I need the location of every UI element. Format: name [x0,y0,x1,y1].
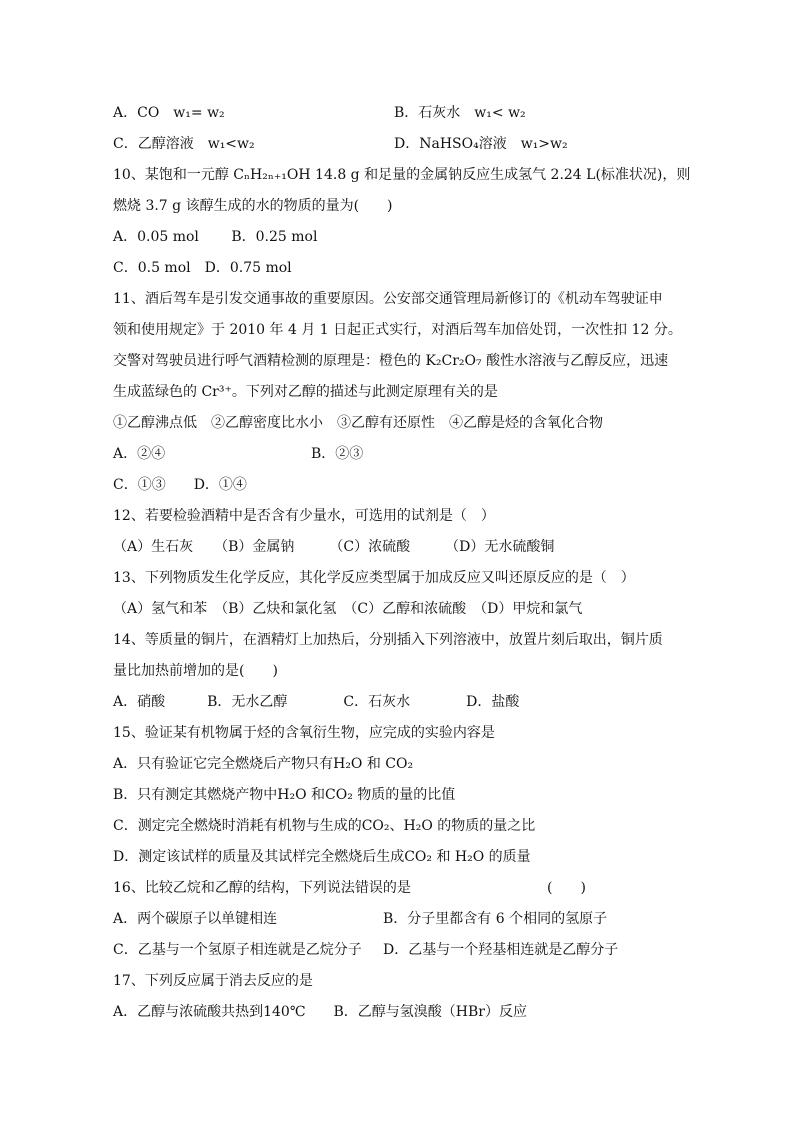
q10-stem-line-1: 10、某饱和一元醇 CₙH₂ₙ₊₁OH 14.8 g 和足量的金属钠反应生成氢气 2.24 L(标准状况)，则 [113,167,691,183]
q16-options-cd [113,940,619,960]
q11-option-b: B．②③ [311,446,364,462]
q11-stem-line-1: 11、酒后驾车是引发交通事故的重要原因。公安部交通管理局新修订的《机动车驾驶证申 [113,291,663,307]
q9-option-a: A．CO w₁= w₂ [113,105,225,121]
q16-option-b: B．分子里都含有 6 个相同的氢原子 [383,911,608,927]
q12-stem: 12、若要检验酒精中是否含有少量水，可选用的试剂是（ ） [113,508,495,524]
q11-option-a: A．②④ [113,446,166,462]
q16-option-c: C．乙基与一个氢原子相连就是乙烷分子 [113,942,362,958]
q11-options-ab [113,444,364,464]
q11-options-cd: C．①③ D．①④ [113,477,247,493]
q16-option-d: D．乙基与一个羟基相连就是乙醇分子 [383,942,619,958]
q9-options-row-1 [113,103,526,123]
q10-options-ab: A．0.05 mol B．0.25 mol [113,229,318,245]
q15-option-a: A．只有验证它完全燃烧后产物只有H₂O 和 CO₂ [113,756,414,772]
q16-stem [113,878,586,898]
q11-stem-line-3: 交警对驾驶员进行呼气酒精检测的原理是：橙色的 K₂Cr₂O₇ 酸性水溶液与乙醇反应，迅速 [113,353,669,369]
q16-stem-text: 16、比较乙烷和乙醇的结构，下列说法错误的是 [113,880,411,896]
q16-option-a: A．两个碳原子以单键相连 [113,911,278,927]
q16-options-ab [113,909,608,929]
q15-option-b: B．只有测定其燃烧产物中H₂O 和CO₂ 物质的量的比值 [113,787,456,803]
q13-options: （A）氢气和苯 （B）乙炔和氯化氢 （C）乙醇和浓硫酸 （D）甲烷和氯气 [113,601,583,617]
q11-statements: ①乙醇沸点低 ②乙醇密度比水小 ③乙醇有还原性 ④乙醇是烃的含氧化合物 [113,415,603,431]
q12-options: （A）生石灰 （B）金属钠 （C）浓硫酸 （D）无水硫酸铜 [113,539,555,555]
q13-stem: 13、下列物质发生化学反应，其化学反应类型属于加成反应又叫还原反应的是（ ） [113,570,635,586]
q15-option-c: C．测定完全燃烧时消耗有机物与生成的CO₂、H₂O 的物质的量之比 [113,818,536,834]
q11-stem-line-4: 生成蓝绿色的 Cr³⁺。下列对乙醇的描述与此测定原理有关的是 [113,384,498,400]
q10-options-cd: C．0.5 mol D．0.75 mol [113,260,292,276]
q10-stem-line-2: 燃烧 3.7 g 该醇生成的水的物质的量为( ) [113,198,393,214]
q9-option-b: B．石灰水 w₁< w₂ [394,105,526,121]
q14-options: A．硝酸 B．无水乙醇 C．石灰水 D．盐酸 [113,694,520,710]
q15-option-d: D．测定该试样的质量及其试样完全燃烧后生成CO₂ 和 H₂O 的质量 [113,849,531,865]
q16-answer-paren: ( ) [547,880,586,896]
q9-option-d: D．NaHSO₄溶液 w₁>w₂ [394,136,568,152]
q17-options-ab: A．乙醇与浓硫酸共热到140℃ B．乙醇与氢溴酸（HBr）反应 [113,1004,527,1020]
q11-stem-line-2: 领和使用规定》于 2010 年 4 月 1 日起正式实行，对酒后驾车加倍处罚，一次性扣 12 分。 [113,322,682,338]
q14-stem-line-1: 14、等质量的铜片，在酒精灯上加热后，分别插入下列溶液中，放置片刻后取出，铜片质 [113,632,663,648]
q14-stem-line-2: 量比加热前增加的是( ) [113,663,278,679]
q9-option-c: C．乙醇溶液 w₁<w₂ [113,136,255,152]
q15-stem: 15、验证某有机物属于烃的含氧衍生物，应完成的实验内容是 [113,725,495,741]
q17-stem: 17、下列反应属于消去反应的是 [113,973,313,989]
q9-options-row-2 [113,134,568,154]
